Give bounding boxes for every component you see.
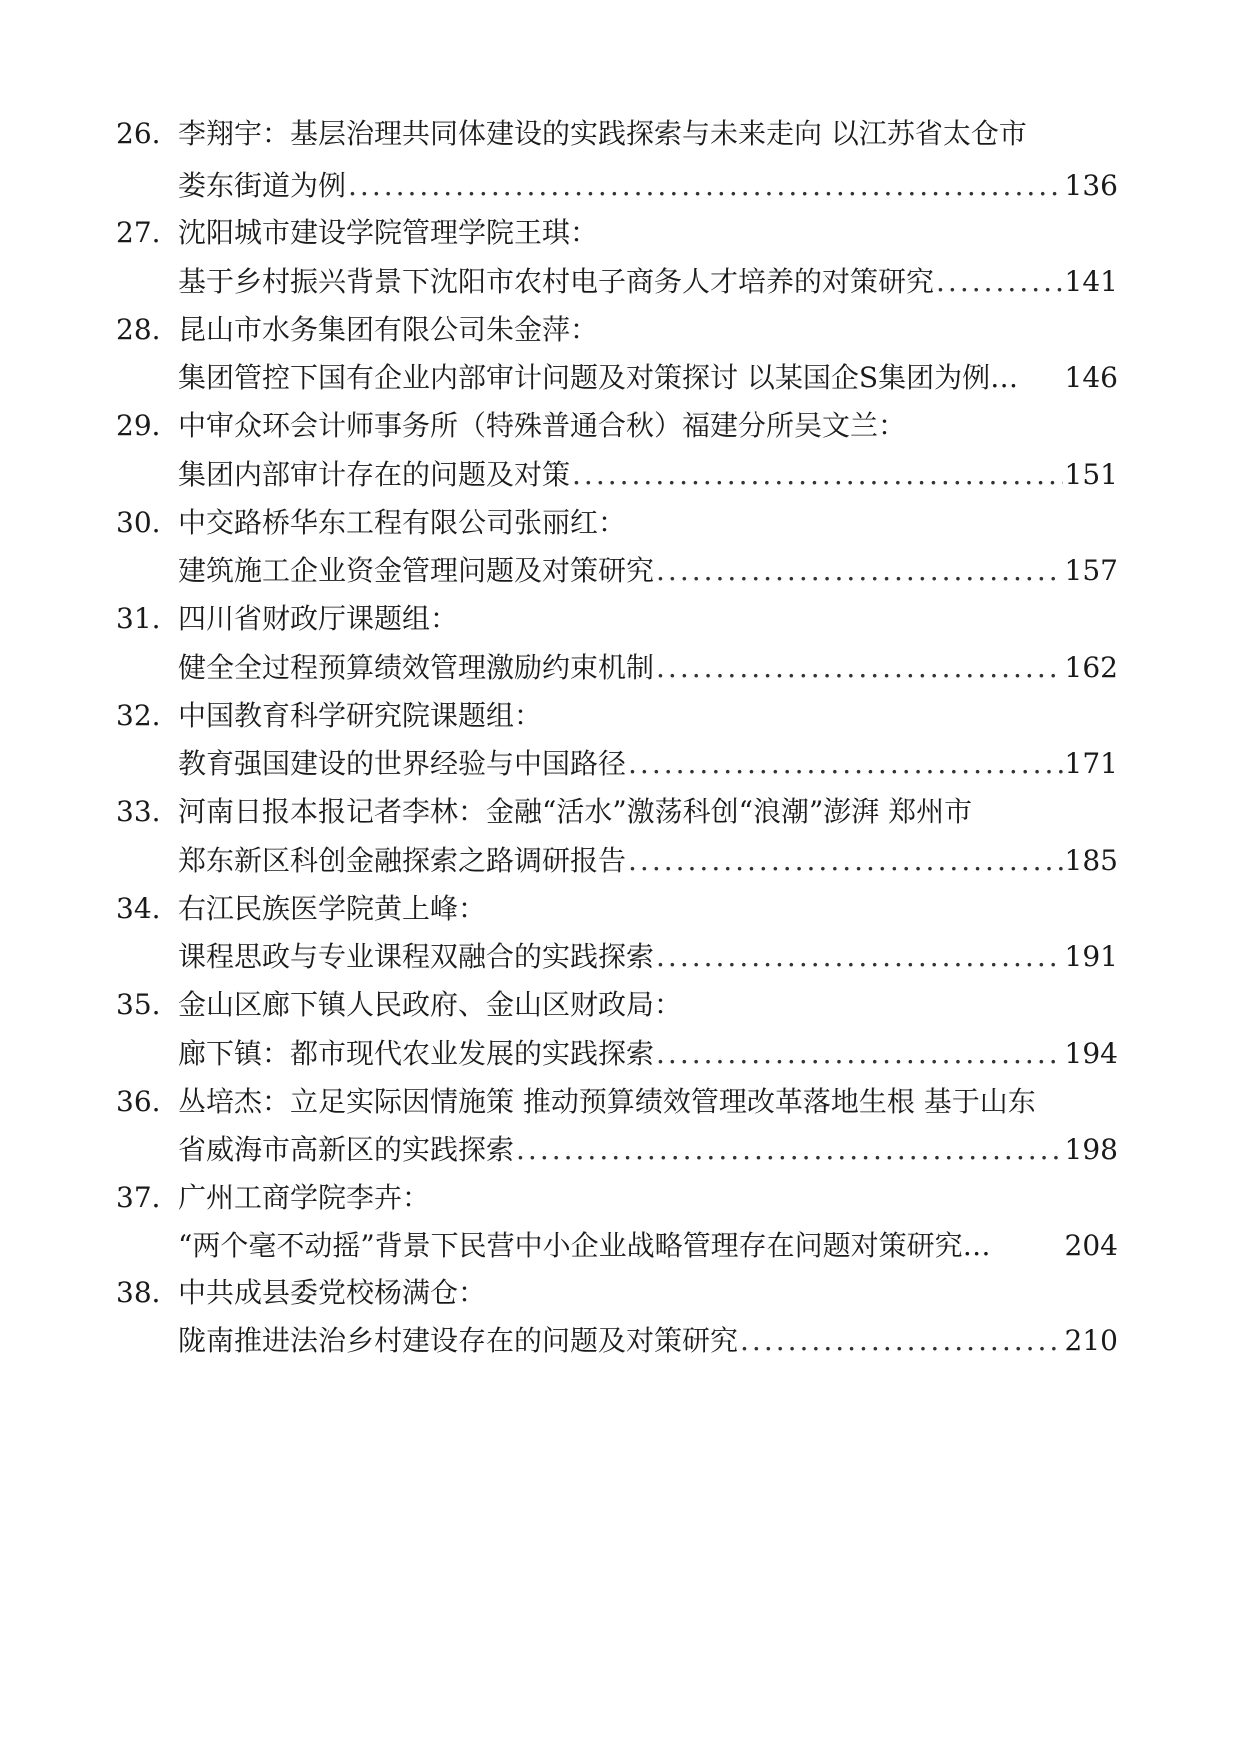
dot-leader bbox=[656, 929, 1063, 985]
entry-number: 33. bbox=[116, 795, 161, 828]
page-number: 141 bbox=[1064, 265, 1118, 298]
entry-author: 中审众环会计师事务所（特殊普通合秋）福建分所吴文兰： bbox=[178, 409, 907, 442]
page-number: 185 bbox=[1064, 844, 1118, 877]
page-number: 162 bbox=[1064, 651, 1118, 684]
toc-entry-title-line[interactable] bbox=[178, 1313, 1118, 1369]
entry-author-title: 李翔宇：基层治理共同体建设的实践探索与未来走向 以江苏省太仓市 bbox=[178, 117, 1027, 150]
entry-number: 28. bbox=[116, 313, 161, 346]
entry-author-title: 丛培杰：立足实际因情施策 推动预算绩效管理改革落地生根 基于山东 bbox=[178, 1085, 1036, 1118]
entry-number: 35. bbox=[116, 988, 161, 1021]
page-number: 171 bbox=[1064, 747, 1118, 780]
entry-title: 郑东新区科创金融探索之路调研报告 bbox=[178, 844, 627, 877]
entry-title: 基于乡村振兴背景下沈阳市农村电子商务人才培养的对策研究 bbox=[178, 265, 935, 298]
entry-number: 34. bbox=[116, 892, 161, 925]
page-number: 204 bbox=[1064, 1229, 1118, 1262]
entry-title: 娄东街道为例 bbox=[178, 169, 347, 202]
entry-author: 右江民族医学院黄上峰： bbox=[178, 892, 487, 925]
page-number: 151 bbox=[1064, 458, 1118, 491]
entry-number: 29． bbox=[116, 409, 180, 442]
entry-number: 36. bbox=[116, 1085, 161, 1118]
entry-title: “两个毫不动摇”背景下民营中小企业战略管理存在问题对策研究… bbox=[178, 1229, 991, 1262]
page-number: 146 bbox=[1064, 361, 1118, 394]
entry-author: 中国教育科学研究院课题组： bbox=[178, 699, 543, 732]
entry-author: 昆山市水务集团有限公司朱金萍： bbox=[178, 313, 599, 346]
entry-title: 教育强国建设的世界经验与中国路径 bbox=[178, 747, 627, 780]
entry-author: 中共成县委党校杨满仓： bbox=[178, 1276, 487, 1309]
entry-title: 集团管控下国有企业内部审计问题及对策探讨 以某国企S集团为例… bbox=[178, 361, 1019, 394]
entry-author: 广州工商学院李卉： bbox=[178, 1181, 431, 1214]
entry-title: 建筑施工企业资金管理问题及对策研究 bbox=[178, 554, 655, 587]
entry-author: 沈阳城市建设学院管理学院王琪： bbox=[178, 216, 599, 249]
entry-title: 廊下镇：都市现代农业发展的实践探索 bbox=[178, 1037, 655, 1070]
page-number: 136 bbox=[1064, 169, 1118, 202]
entry-number: 37． bbox=[116, 1181, 180, 1214]
entry-title: 省威海市高新区的实践探索 bbox=[178, 1133, 515, 1166]
page-number: 157 bbox=[1064, 554, 1118, 587]
entry-number: 38． bbox=[116, 1276, 180, 1309]
dot-leader bbox=[516, 1122, 1063, 1178]
entry-author: 四川省财政厅课题组： bbox=[178, 602, 459, 635]
dot-leader bbox=[656, 543, 1063, 599]
dot-leader bbox=[936, 254, 1063, 310]
entry-title: 课程思政与专业课程双融合的实践探索 bbox=[178, 940, 655, 973]
page-number: 210 bbox=[1064, 1324, 1118, 1357]
entry-title: 健全全过程预算绩效管理激励约束机制 bbox=[178, 651, 655, 684]
page-number: 198 bbox=[1064, 1133, 1118, 1166]
page-number: 194 bbox=[1064, 1037, 1118, 1070]
dot-leader bbox=[628, 833, 1063, 889]
entry-number: 26. bbox=[116, 117, 161, 150]
entry-number: 30. bbox=[116, 506, 161, 539]
page-number: 191 bbox=[1064, 940, 1118, 973]
dot-leader bbox=[740, 1313, 1063, 1369]
entry-number: 31. bbox=[116, 602, 161, 635]
entry-number: 27. bbox=[116, 216, 161, 249]
dot-leader bbox=[656, 640, 1063, 696]
entry-number: 32. bbox=[116, 699, 161, 732]
entry-author-title: 河南日报本报记者李林：金融“活水”激荡科创“浪潮”澎湃 郑州市 bbox=[178, 795, 973, 828]
entry-author: 中交路桥华东工程有限公司张丽红： bbox=[178, 506, 627, 539]
entry-title: 集团内部审计存在的问题及对策 bbox=[178, 458, 571, 491]
dot-leader bbox=[572, 447, 1063, 503]
entry-title: 陇南推进法治乡村建设存在的问题及对策研究 bbox=[178, 1324, 739, 1357]
entry-author: 金山区廊下镇人民政府、金山区财政局： bbox=[178, 988, 683, 1021]
